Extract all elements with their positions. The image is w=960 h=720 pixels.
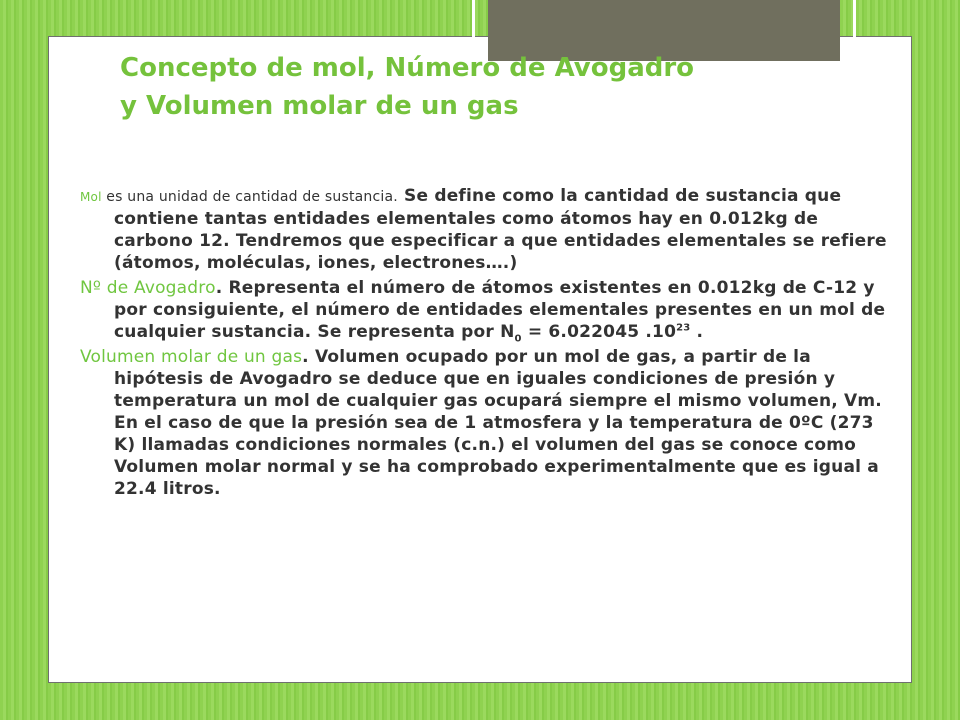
- slide-title-line2: y Volumen molar de un gas: [120, 91, 519, 121]
- paragraph-mol: [80, 185, 895, 274]
- slide-title-line1: Concepto de mol, Número de Avogadro: [120, 53, 695, 83]
- avogadro-definition-text: . Representa el número de átomos existentes en 0.012kg de C-12 y por consiguiente, el número de entidades elementales presentes en un mol de cualquier sustancia. Se representa por N: [114, 278, 886, 342]
- volumen-definition-text: . Volumen ocupado por un mol de gas, a partir de la hipótesis de Avogadro se deduce que en iguales condiciones de presión y temperatura un mol de cualquier gas ocupará siempre el mismo volumen, Vm. En el caso de que la presión sea de 1 atmosfera y la temperatura de 0ºC (273 K) llamadas condiciones normales (c.n.) el volumen del gas se conoce como Volumen molar normal y se ha comprobado experimentalmente que es igual a 22.4 litros.: [114, 347, 882, 499]
- slide-content: [80, 185, 895, 503]
- avogadro-formula: = 6.022045 .10: [521, 322, 677, 342]
- mol-lead-text: es una unidad de cantidad de sustancia.: [101, 189, 398, 205]
- mol-definition-text: Se define como la cantidad de sustancia que contiene tantas entidades elementales como átomos hay en 0.012kg de carbono 12. Tendremos que especificar a que entidades elementales se refiere (átomos, moléculas, iones, electrones….): [114, 186, 887, 273]
- term-volumen-molar: Volumen molar de un gas: [80, 347, 303, 367]
- paragraph-volumen-molar: [80, 346, 895, 500]
- paragraph-avogadro: [80, 277, 895, 343]
- avogadro-subscript: 0: [514, 333, 522, 345]
- avogadro-tail: .: [690, 322, 704, 342]
- slide-title: [120, 49, 694, 125]
- avogadro-exponent: 23: [676, 322, 691, 334]
- term-avogadro: Nº de Avogadro: [80, 278, 216, 298]
- term-mol: Mol: [80, 190, 102, 204]
